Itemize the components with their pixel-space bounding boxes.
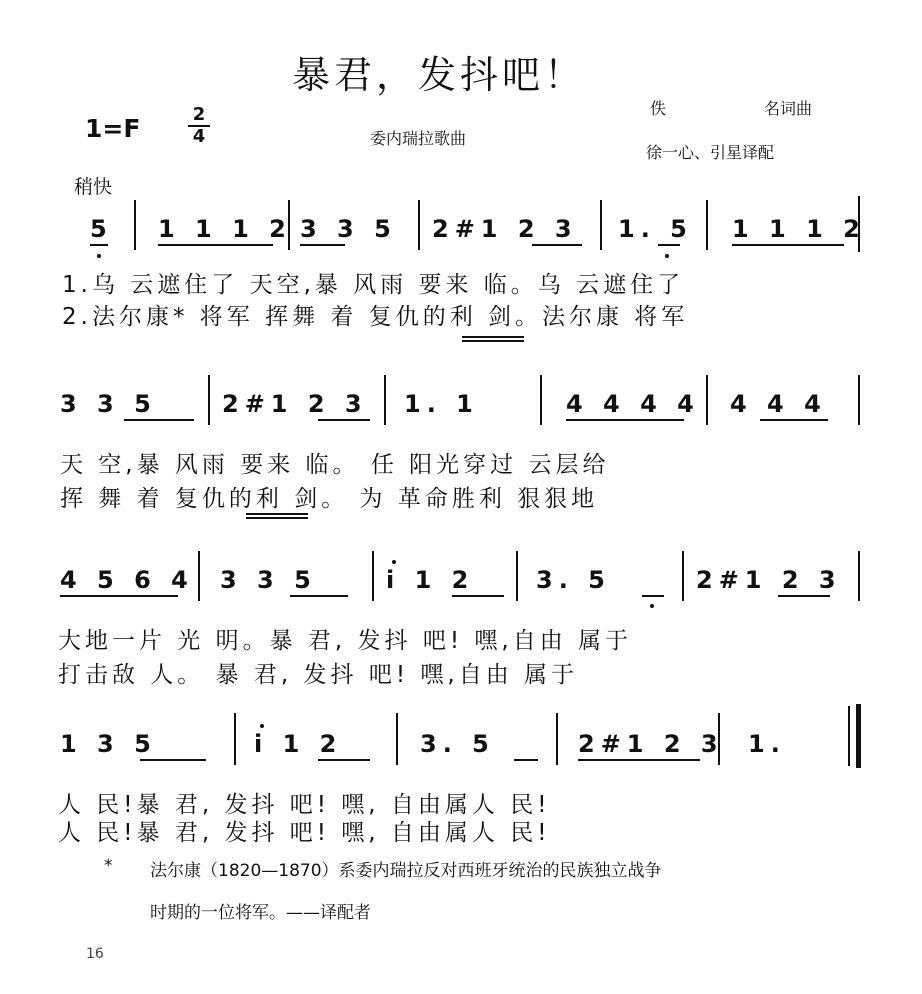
measure-notes: 3 3 5 [60, 390, 157, 418]
underline-eighth [140, 759, 206, 761]
underline-eighth [514, 759, 538, 761]
underline-eighth [290, 595, 348, 597]
barline [384, 375, 386, 425]
underline-eighth [60, 595, 178, 597]
measure-notes: 2#1 2 3 [578, 730, 724, 758]
underline-eighth [158, 244, 273, 246]
lyrics-verse-1: 1.乌 云遮住了 天空,暴 风雨 要来 临。乌 云遮住了 [62, 272, 685, 298]
lyric-double-underline [462, 340, 524, 342]
barline [198, 551, 200, 601]
barline [396, 713, 398, 765]
lyric-double-underline [246, 513, 308, 515]
high-octave-dot [260, 724, 264, 728]
credit-role: 名词曲 [764, 99, 813, 118]
high-octave-dot [392, 560, 396, 564]
lyrics-verse-1: 天 空,暴 风雨 要来 临。 任 阳光穿过 云层给 [60, 452, 610, 478]
measure-notes: 1. [748, 730, 786, 758]
measure-notes: 3 3 5 [220, 566, 317, 594]
underline-eighth [452, 595, 504, 597]
measure-notes: 4 4 4 [730, 390, 827, 418]
underline-eighth [760, 419, 828, 421]
low-octave-dot [650, 604, 654, 608]
measure-notes: 1 1 1 2 [158, 215, 292, 243]
barline [418, 200, 420, 250]
measure-notes: 1. 5 [618, 215, 693, 243]
underline-eighth [642, 595, 664, 597]
underline-eighth [90, 244, 108, 246]
footnote-line-2: 时期的一位将军。——译配者 [150, 903, 371, 923]
time-signature-bottom: 4 [192, 126, 206, 147]
barline [208, 375, 210, 425]
barline [706, 200, 708, 250]
lyrics-verse-1: 大地一片 光 明。暴 君, 发抖 吧! 嘿,自由 属于 [58, 628, 633, 654]
final-barline [856, 704, 861, 768]
lyric-double-underline [462, 336, 524, 338]
footnote-line-1: 法尔康（1820—1870）系委内瑞拉反对西班牙统治的民族独立战争 [150, 861, 662, 881]
credit-translators: 徐一心、引星译配 [646, 143, 775, 162]
measure-notes: 4 5 6 4 [60, 566, 194, 594]
underline-eighth [532, 244, 582, 246]
low-octave-dot [97, 254, 101, 258]
underline-eighth [124, 419, 194, 421]
credit-anon: 佚 [650, 99, 667, 118]
time-signature [188, 106, 210, 146]
lyrics-verse-2: 2.法尔康* 将军 挥舞 着 复仇的利 剑。法尔康 将军 [62, 304, 689, 330]
barline [682, 551, 684, 601]
measure-notes: 5 [90, 215, 113, 243]
measure-notes: 1 1 1 2 [732, 215, 866, 243]
tempo-marking: 稍快 [74, 176, 113, 198]
barline [516, 551, 518, 601]
barline [556, 713, 558, 765]
barline [848, 706, 850, 766]
lyrics-verse-2: 挥 舞 着 复仇的利 剑。 为 革命胜利 狠狠地 [60, 486, 599, 512]
lyrics-verse-2: 人 民!暴 君, 发抖 吧! 嘿, 自由属人 民! [58, 820, 551, 846]
measure-notes: 4 4 4 4 [566, 390, 700, 418]
measure-notes: i 1 2 [254, 730, 343, 758]
lyric-double-underline [246, 517, 308, 519]
measure-notes: 2#1 2 3 [696, 566, 842, 594]
lyrics-verse-2: 打击敌 人。 暴 君, 发抖 吧! 嘿,自由 属于 [58, 662, 579, 688]
measure-notes: 2#1 2 3 [432, 215, 578, 243]
song-genre: 委内瑞拉歌曲 [370, 129, 467, 148]
underline-eighth [318, 419, 370, 421]
barline [540, 375, 542, 425]
song-title: 暴君，发抖吧！ [292, 53, 587, 97]
page-number: 16 [86, 946, 104, 962]
key-signature: 1=F [85, 114, 141, 143]
barline [600, 200, 602, 250]
measure-notes: 1 3 5 [60, 730, 157, 758]
measure-notes: i 1 2 [386, 566, 475, 594]
time-signature-top: 2 [192, 104, 206, 125]
barline [858, 196, 860, 252]
measure-notes: 3. 5 [536, 566, 611, 594]
underline-eighth [778, 595, 830, 597]
underline-eighth [300, 244, 345, 246]
measure-notes: 2#1 2 3 [222, 390, 368, 418]
low-octave-dot [665, 254, 669, 258]
barline [134, 200, 136, 250]
lyrics-verse-1: 人 民!暴 君, 发抖 吧! 嘿, 自由属人 民! [58, 792, 551, 818]
underline-eighth [578, 759, 700, 761]
barline [372, 551, 374, 601]
barline [234, 713, 236, 765]
measure-notes: 3. 5 [420, 730, 495, 758]
underline-eighth [658, 244, 680, 246]
barline [718, 713, 720, 765]
measure-notes: 3 3 5 [300, 215, 397, 243]
underline-eighth [566, 419, 684, 421]
barline [858, 551, 860, 601]
footnote-mark: * [104, 856, 113, 876]
barline [288, 200, 290, 250]
underline-eighth [732, 244, 844, 246]
underline-eighth [318, 759, 370, 761]
barline [858, 375, 860, 425]
measure-notes: 1. 1 [404, 390, 479, 418]
barline [706, 375, 708, 425]
